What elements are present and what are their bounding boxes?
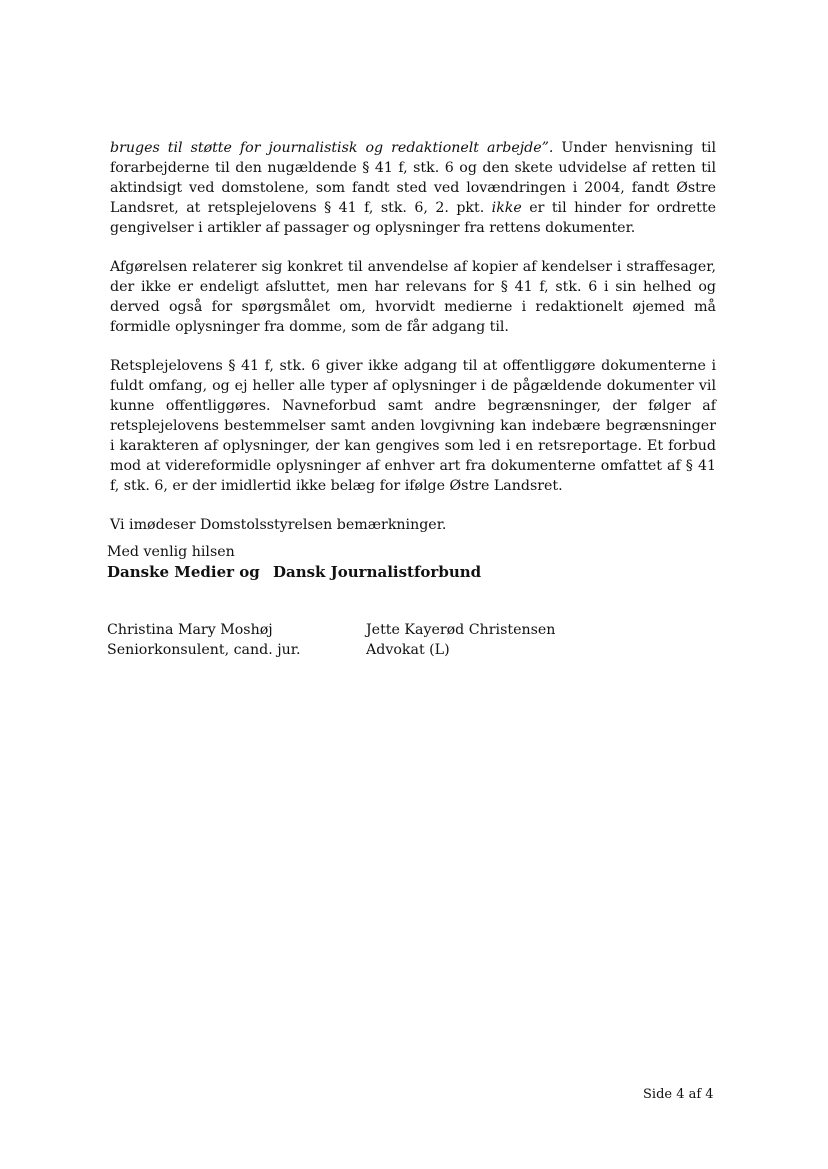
paragraph-text: er til hinder for ordrette gengivelser i artikler af passager og oplysninger fra rettens dokumenter.	[110, 200, 716, 236]
body-paragraph	[110, 138, 716, 238]
signatory-name: Jette Kayerød Christensen	[366, 622, 556, 638]
paragraph-text: Vi imødeser Domstolsstyrelsen bemærkninger.	[110, 517, 447, 533]
body-paragraph	[110, 356, 716, 496]
italic-text: ikke	[491, 200, 522, 216]
signatory-name: Christina Mary Moshøj	[107, 622, 273, 638]
greeting: Med venlig hilsen	[107, 544, 235, 560]
paragraph-text: Retsplejelovens § 41 f, stk. 6 giver ikke adgang til at offentliggøre dokumenterne i fuldt omfang, og ej heller alle typer af oplysninger i de pågældende dokumenter vil kunne offentliggøres. Navneforbud samt andre begrænsninger, der følger af retsplejelovens bestemmelser samt anden lovgivning kan indebære begrænsninger i karakteren af oplysninger, der kan gengives som led i en retsreportage. Et forbud mod at videreformidle oplysninger af enhver art fra dokumenterne omfattet af § 41 f, stk. 6, er der imidlertid ikke belæg for ifølge Østre Landsret.	[110, 358, 716, 494]
page-number: Side 4 af 4	[643, 1087, 714, 1102]
paragraph-text: Afgørelsen relaterer sig konkret til anvendelse af kopier af kendelser i straffesager, der ikke er endeligt afsluttet, men har relevans for § 41 f, stk. 6 i sin helhed og derved også for spørgsmålet om, hvorvidt medierne i redaktionelt øjemed må formidle oplysninger fra domme, som de får adgang til.	[110, 259, 716, 335]
organization-1: Danske Medier og	[107, 563, 260, 581]
paragraph-text: Under henvisning til forarbejderne til den nugældende § 41 f, stk. 6 og den skete udvidelse af retten til aktindsigt ved domstolene, som fandt sted ved lovændringen i 2004, fandt Østre Landsret, at retsplejelovens § 41 f, stk. 6, 2. pkt.	[110, 140, 716, 216]
italic-text: bruges til støtte for journalistisk og redaktionelt arbejde”.	[110, 140, 554, 156]
signatory-title: Seniorkonsulent, cand. jur.	[107, 642, 301, 658]
body-paragraph	[110, 515, 716, 535]
body-paragraph	[110, 257, 716, 337]
signatory-1	[107, 620, 301, 660]
signatory-2	[366, 620, 555, 660]
signatory-title: Advokat (L)	[366, 642, 450, 658]
organizations	[107, 562, 481, 582]
organization-2: Dansk Journalistforbund	[272, 563, 482, 581]
closing-block	[107, 542, 481, 582]
letter-body	[110, 138, 716, 554]
